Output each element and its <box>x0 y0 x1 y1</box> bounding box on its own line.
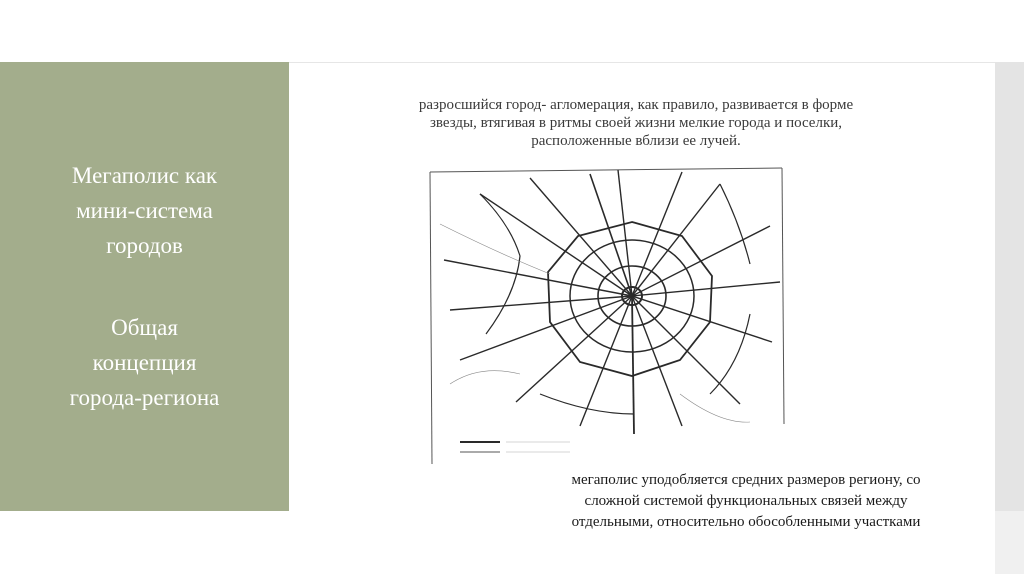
caption-text <box>512 470 980 533</box>
slide-title-line: Мегаполис как <box>71 163 218 188</box>
vertical-scrollbar[interactable] <box>995 62 1024 574</box>
slide-subtitle-line: Общая <box>111 315 178 340</box>
top-bar <box>0 0 1024 62</box>
slide-title-line: городов <box>106 233 183 258</box>
slide-subtitle-line: концепция <box>92 350 197 375</box>
slide-title-line: мини-система <box>76 198 213 223</box>
caption-line: сложной системой функциональных связей между <box>584 493 908 509</box>
intro-text <box>336 96 936 150</box>
intro-line: звезды, втягивая в ритмы своей жизни мелкие города и поселки, <box>429 115 843 131</box>
slide-subtitle-line: города-региона <box>69 385 220 410</box>
title-panel <box>0 62 289 511</box>
scrollbar-thumb[interactable] <box>995 62 1024 511</box>
caption-line: отдельными, относительно обособленными участками <box>571 514 921 530</box>
intro-line: расположенные вблизи ее лучей. <box>531 133 741 149</box>
city-map-image <box>420 164 786 468</box>
caption-line: мегаполис уподобляется средних размеров региону, со <box>571 472 921 488</box>
slide-title <box>0 158 289 263</box>
slide-subtitle <box>0 310 289 415</box>
ring-radial-road-map-icon <box>420 164 786 468</box>
intro-line: разросшийся город- агломерация, как правило, развивается в форме <box>418 97 854 113</box>
